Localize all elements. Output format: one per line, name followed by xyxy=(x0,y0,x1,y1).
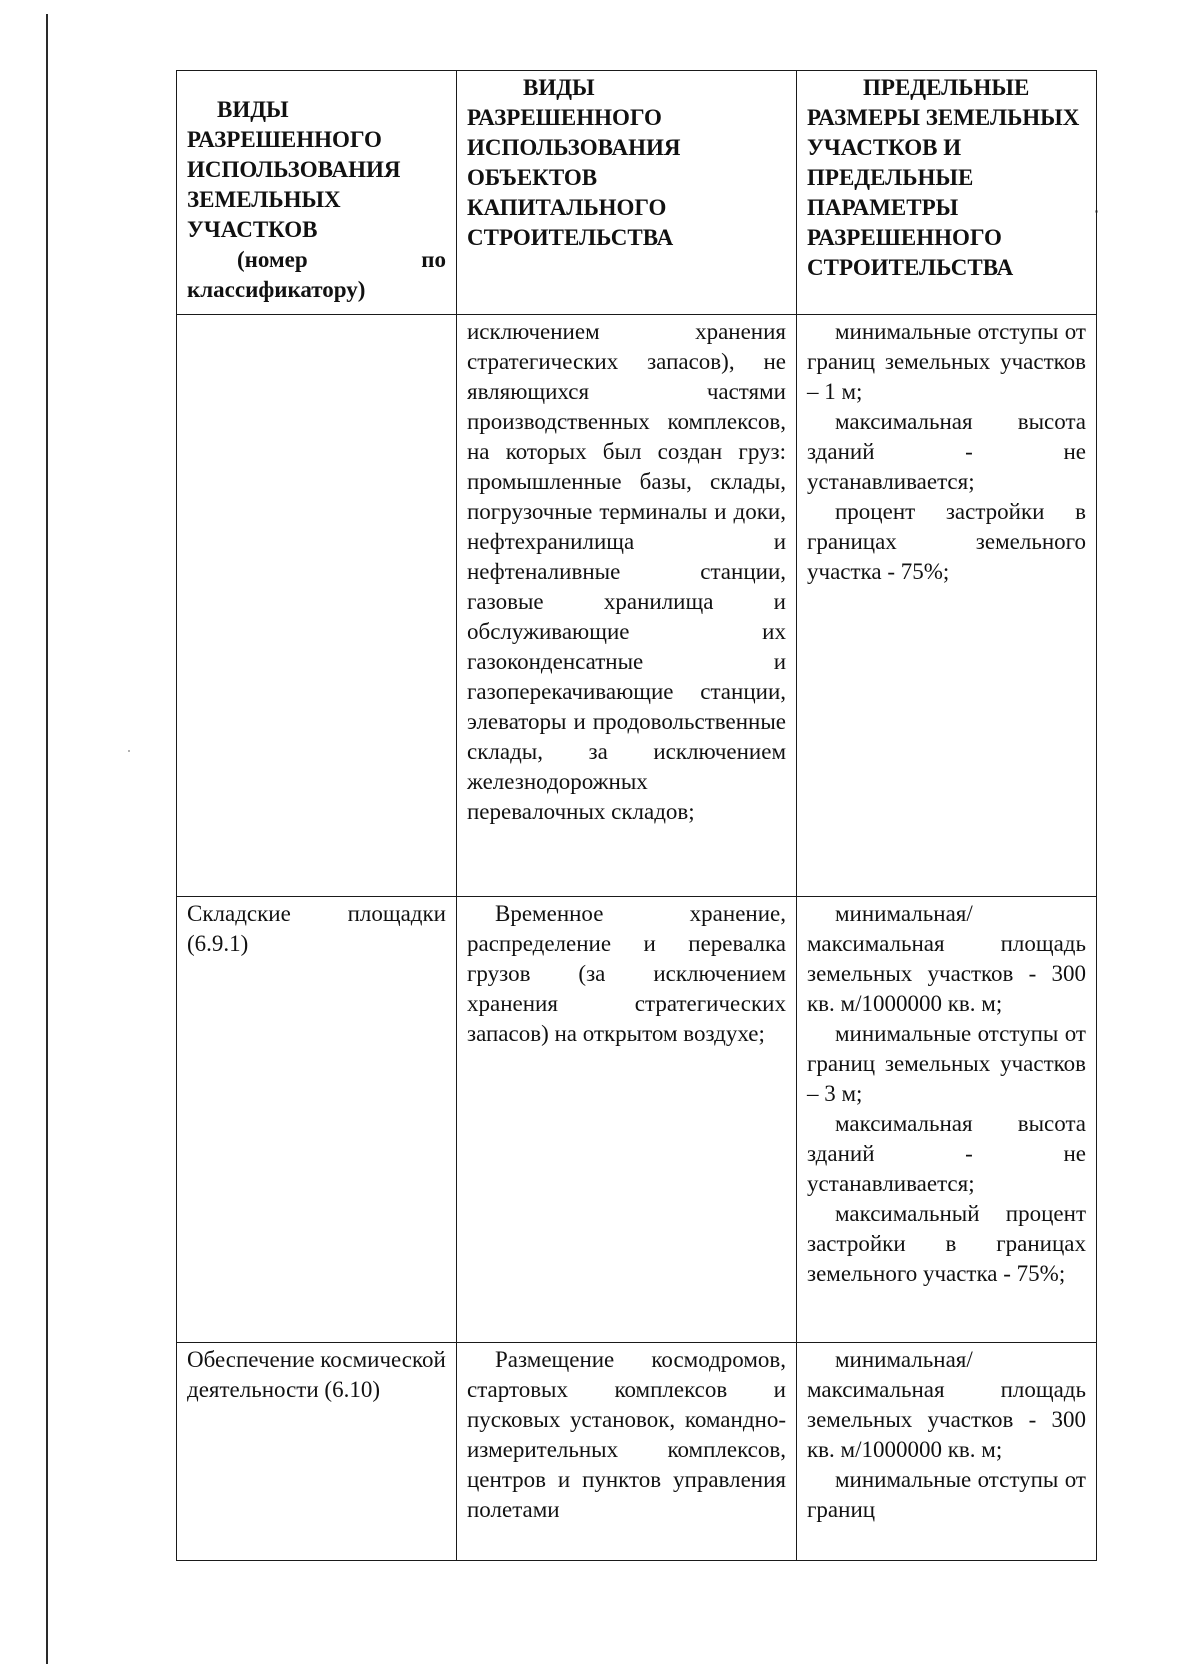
cell-land-use: Обеспечение космической деятельности (6.10) xyxy=(177,1343,457,1561)
param-item: минимальные отступы от границ xyxy=(807,1467,1086,1522)
cell-params xyxy=(797,315,1097,897)
header-capital-construction-text: ВИДЫ РАЗРЕШЕННОГО ИСПОЛЬЗОВАНИЯ ОБЪЕКТОВ КАПИТАЛЬНОГО СТРОИТЕЛЬСТВА xyxy=(467,75,681,250)
header-land-use-subtitle: (номер по классификатору) xyxy=(187,247,446,302)
param-item: минимальная/максимальная площадь земельных участков - 300 кв. м/1000000 кв. м; xyxy=(807,901,1086,1016)
cell-params xyxy=(797,1343,1097,1561)
table-row xyxy=(177,1343,1097,1561)
cell-description: исключением хранения стратегических запасов), не являющихся частями производственных комплексов, на которых был создан груз: промышленные базы, склады, погрузочные терминалы и доки, нефтехранилища и нефтеналивные станции, газовые хранилища и обслуживающие их газоконденсатные и газоперекачивающие станции, элеваторы и продовольственные склады, за исключением железнодорожных перевалочных складов; xyxy=(457,315,797,897)
cell-land-use: Складские площадки (6.9.1) xyxy=(177,897,457,1343)
param-item: процент застройки в границах земельного участка - 75%; xyxy=(807,499,1086,584)
scan-speck xyxy=(128,750,130,752)
land-use-table xyxy=(176,70,1097,1561)
cell-params xyxy=(797,897,1097,1343)
param-item: максимальная высота зданий - не устанавливается; xyxy=(807,1111,1086,1196)
param-item: максимальный процент застройки в границах земельного участка - 75%; xyxy=(807,1201,1086,1286)
header-limit-params-text: ПРЕДЕЛЬНЫЕ РАЗМЕРЫ ЗЕМЕЛЬНЫХ УЧАСТКОВ И ПРЕДЕЛЬНЫЕ ПАРАМЕТРЫ РАЗРЕШЕННОГО СТРОИТЕЛЬСТВА xyxy=(807,75,1080,280)
header-land-use xyxy=(177,71,457,315)
header-limit-params xyxy=(797,71,1097,315)
param-item: минимальные отступы от границ земельных участков – 3 м; xyxy=(807,1021,1086,1106)
cell-land-use xyxy=(177,315,457,897)
table-row xyxy=(177,315,1097,897)
param-item: минимальная/максимальная площадь земельных участков - 300 кв. м/1000000 кв. м; xyxy=(807,1347,1086,1462)
cell-description: Временное хранение, распределение и перевалка грузов (за исключением хранения стратегических запасов) на открытом воздухе; xyxy=(457,897,797,1343)
param-item: максимальная высота зданий - не устанавливается; xyxy=(807,409,1086,494)
header-land-use-title: ВИДЫ РАЗРЕШЕННОГО ИСПОЛЬЗОВАНИЯ ЗЕМЕЛЬНЫХ УЧАСТКОВ xyxy=(187,97,401,242)
header-capital-construction xyxy=(457,71,797,315)
param-item: минимальные отступы от границ земельных участков – 1 м; xyxy=(807,319,1086,404)
page-binding-line xyxy=(46,14,48,1664)
table-row xyxy=(177,897,1097,1343)
table-header-row xyxy=(177,71,1097,315)
cell-description: Размещение космодромов, стартовых комплексов и пусковых установок, командно-измерительных комплексов, центров и пунктов управления полетами xyxy=(457,1343,797,1561)
